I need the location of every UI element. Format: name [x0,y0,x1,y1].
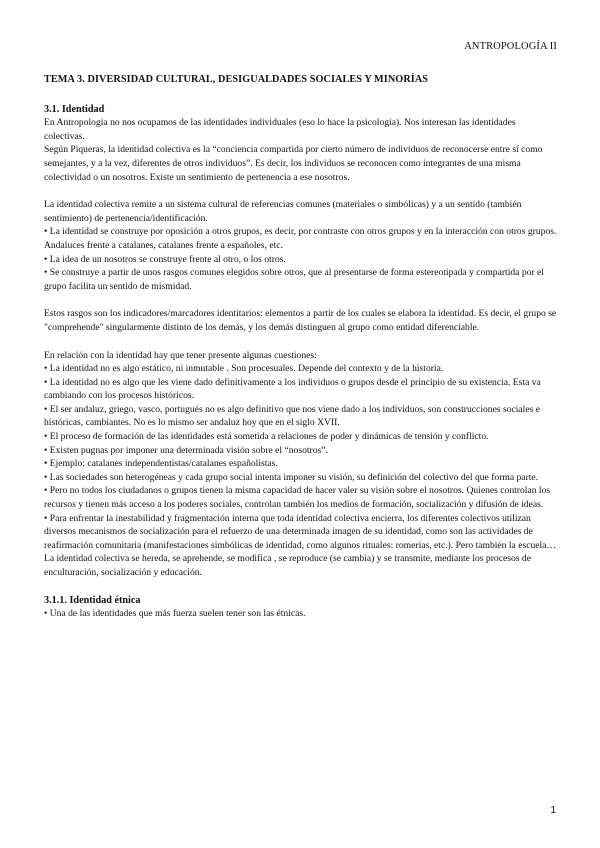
paragraph: Estos rasgos son los indicadores/marcadores identitarios: elementos a partir de los cuales se elabora la identidad. Es decir, el grupo se "comprehende" singularmente distinto de los demás, y los demás distinguen al grupo como entidad diferenciable. [44,308,557,333]
bullet-item: • La identidad no es algo que les viene dado definitivamente a los individuos o grupos desde el principio de su existencia. Esta va cambiando con los procesos históricos. [44,376,541,402]
paragraph: En relación con la identidad hay que tener presente algunas cuestiones: [44,349,317,361]
chapter-title: TEMA 3. DIVERSIDAD CULTURAL, DESIGUALDADES SOCIALES Y MINORÍAS [44,74,429,85]
document-body [44,73,558,621]
bullet-item: • La idea de un nosotros se construye frente al otro, o los otros. [44,253,286,265]
bullet-item: • Para enfrentar la inestabilidad y fragmentación interna que toda identidad colectiva encierra, los diferentes colectivos utilizan diversos mecanismos de socialización para el refuerzo de una determinada imagen de su identidad, como son las actividades de reafirmación comunitaria (manifestaciones simbólicas de identidad, como algunos rituales: romerías, etc.). Pero también la escuela… [44,512,557,551]
paragraph: Según Piqueras, la identidad colectiva es la “conciencia compartida por cierto número de individuos de reconocerse entre sí como semejantes, y a la vez, diferentes de otros individuos”. Es decir, los individuos se reconocen como integrantes de una misma colectividad o un nosotros. Existe un sentimiento de pertenencia a ese nosotros. [44,144,543,183]
bullet-item: • La identidad no es algo estático, ni inmutable . Son procesuales. Depende del contexto y de la historia. [44,363,444,375]
paragraph: La identidad colectiva remite a un sistema cultural de referencias comunes (materiales o simbólicas) y a un sentido (también sentimiento) de pertenencia/identificación. [44,199,522,224]
running-header: ANTROPOLOGÍA II [464,41,557,52]
page-number: 1 [550,805,556,816]
section-heading-identidad-etnica: 3.1.1. Identidad étnica [44,594,141,606]
bullet-item: • Se construye a partir de unos rasgos comunes elegidos sobre otros, que al presentarse de forma estereotipada y compartida por el grupo facilita un sentido de mismidad. [44,267,544,292]
section-heading-identidad: 3.1. Identidad [44,103,105,115]
bullet-item: • Ejemplo: catalanes independentistas/catalanes españolistas. [44,458,278,470]
bullet-item: • Pero no todos los ciudadanos o grupos tienen la misma capacidad de hacer valer su visión sobre el nosotros. Quienes controlan los recursos y tienen más acceso a los poderes sociales, controlan también los medios de formación, socialización y difusión de ideas. [44,485,551,511]
bullet-item: • Una de las identidades que más fuerza suelen tener son las étnicas. [44,608,306,620]
paragraph: En Antropología no nos ocupamos de las identidades individuales (eso lo hace la psicología). Nos interesan las identidades colectivas. [44,117,516,142]
bullet-item: • El ser andaluz, griego, vasco, portugués no es algo definitivo que nos viene dado a los individuos, son construcciones sociales e históricas, cambiantes. No es lo mismo ser andaluz hoy que en el siglo XVII. [44,403,540,429]
bullet-item: • El proceso de formación de las identidades está sometida a relaciones de poder y dinámicas de tensión y conflicto. [44,431,489,443]
bullet-item: • Las sociedades son heterogéneas y cada grupo social intenta imponer su visión, su definición del colectivo del que forma parte. [44,471,539,483]
bullet-item: • La identidad se construye por oposición a otros grupos, es decir, por contraste con otros grupos y en la interacción con otros grupos. Andaluces frente a catalanes, catalanes frente a españoles, etc. [44,226,557,251]
paragraph: La identidad colectiva se hereda, se aprehende, se modifica , se reproduce (se cambia) y se transmite, mediante los procesos de enculturación, socialización y educación. [44,553,531,578]
bullet-item: • Existen pugnas por imponer una determinada visión sobre el “nosotros”. [44,444,328,456]
